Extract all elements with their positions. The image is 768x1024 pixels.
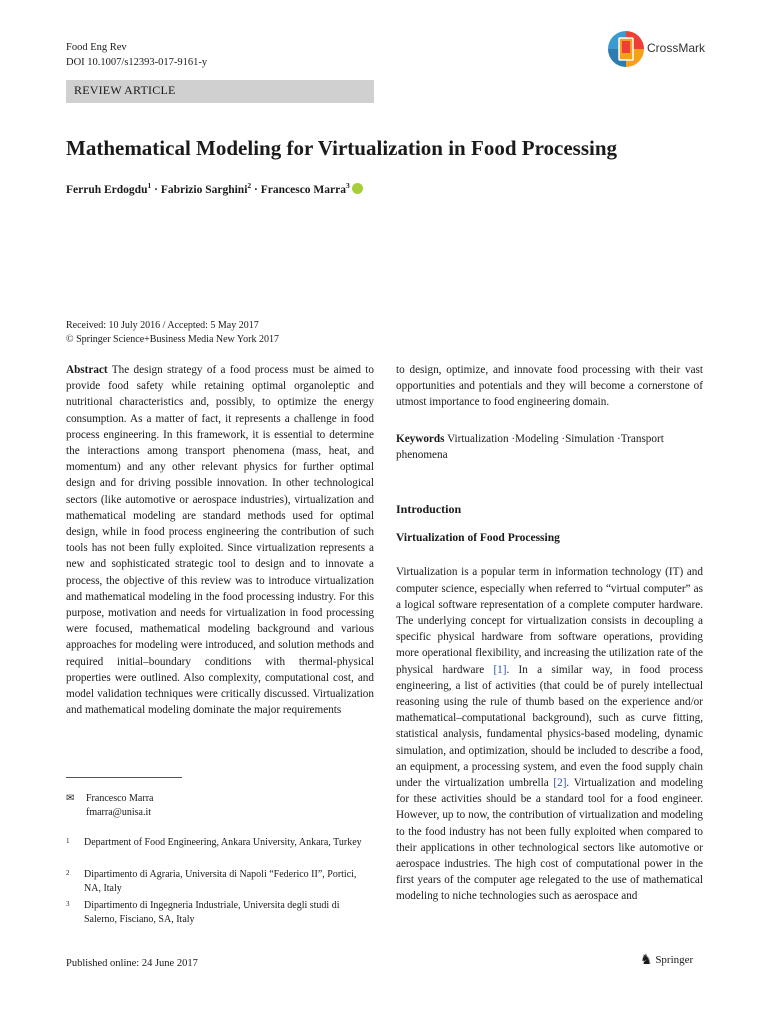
article-type-label: REVIEW ARTICLE xyxy=(74,83,176,97)
keywords-label: Keywords xyxy=(396,432,445,445)
subsection-heading: Virtualization of Food Processing xyxy=(396,532,560,545)
affiliation-item xyxy=(66,836,366,866)
journal-name: Food Eng Rev xyxy=(66,42,127,53)
citation-link[interactable]: [1] xyxy=(493,663,507,676)
footnote-divider xyxy=(66,777,182,778)
author-separator: · xyxy=(251,183,261,196)
article-dates xyxy=(66,319,279,347)
affiliation-number: 2 xyxy=(66,869,70,877)
author-separator: · xyxy=(151,183,161,196)
right-column xyxy=(396,362,703,905)
doi-link[interactable]: DOI 10.1007/s12393-017-9161-y xyxy=(66,57,208,68)
paper-title: Mathematical Modeling for Virtualization in Food Processing xyxy=(66,136,618,160)
envelope-icon: ✉ xyxy=(66,793,75,804)
correspondence-name: Francesco Marra xyxy=(86,793,154,804)
affiliation-text: Dipartimento di Agraria, Universita di Napoli “Federico II”, Portici, NA, Italy xyxy=(84,869,357,894)
abstract-paragraph xyxy=(66,362,374,718)
affiliation-number: 1 xyxy=(66,837,70,845)
introduction-paragraph xyxy=(396,564,703,904)
copyright-line: © Springer Science+Business Media New York 2017 xyxy=(66,334,279,345)
intro-text: Virtualization is a popular term in information technology (IT) and computer science, especially when referred to “virtual computer” as a logical software representation of a complete computer hardware. The underlying concept for virtualization consists in decoupling a specific physical hardware from software operations, providing more operational flexibility, and increasing the utilization rate of the physical hardware xyxy=(396,566,703,676)
citation-link[interactable]: [2] xyxy=(553,777,567,790)
springer-horse-icon: ♞ xyxy=(640,953,653,968)
author-name[interactable]: Fabrizio Sarghini xyxy=(160,183,248,196)
abstract-text: The design strategy of a food process must be aimed to provide food safety while retaining optimal organoleptic and nutritional characteristics and, possibly, to optimize the energy consumption. As a matter of fact, it represents a challenge in food process engineering. In this framework, it is essential to determine the interactions among transport phenomena (mass, heat, and momentum) and any other relevant physics for further optimal design and for driving possible innovation. In other technological sectors (like automotive or aerospace industries), virtualization and mathematical modeling are standard methods used for optimal design, while in food process engineering the contribution of such tools has not been fully exploited. Since virtualization represents a new and sophisticated strategic tool to design and to innovate a process, the objective of this review was to introduce virtualization and mathematical modeling in the food processing industry. For this purpose, motivation and needs for virtualization in food processing were focused, mathematical modeling background and various approaches for modeling were introduced, and solution methods and required initial–boundary conditions with thermal-physical properties were outlined. Also complexity, computational cost, and model validation techniques were critically discussed. Virtualization and mathematical modeling dominate the major requirements xyxy=(66,364,374,717)
affiliation-number: 3 xyxy=(66,900,70,908)
received-accepted: Received: 10 July 2016 / Accepted: 5 May 2017 xyxy=(66,320,259,331)
section-heading-introduction: Introduction xyxy=(396,502,462,517)
intro-text: . Virtualization and modeling for these activities should be a standard tool for a food engineer. However, up to now, the contribution of virtualization and modeling to the food industry has not been fully exploited when compared to their applications in other technological sectors like automotive or aerospace industries. The high cost of computational power in the first years of the computer age relegated to the use of mathematical modeling to niche technologies such as aerospace and xyxy=(396,777,703,903)
keywords-paragraph xyxy=(396,431,703,463)
article-type-bar xyxy=(66,80,374,103)
affiliation-text: Dipartimento di Ingegneria Industriale, Universita degli studi di Salerno, Fisciano, SA, Italy xyxy=(84,900,340,925)
published-date: Published online: 24 June 2017 xyxy=(66,958,198,969)
keywords-text: Virtualization ·Modeling ·Simulation ·Transport phenomena xyxy=(396,432,664,461)
crossmark-badge[interactable] xyxy=(607,30,712,68)
author-list xyxy=(66,181,363,196)
crossmark-label: CrossMark xyxy=(647,41,706,55)
abstract-continuation: to design, optimize, and innovate food processing with their vast opportunities and potentials and they will become a cornerstone of utmost importance to food engineering domain. xyxy=(396,364,703,409)
publisher-logo xyxy=(640,952,693,969)
publisher-name: Springer xyxy=(655,954,694,966)
author-affil-mark: 2 xyxy=(247,181,252,190)
crossmark-icon xyxy=(607,30,645,68)
affiliation-item xyxy=(66,899,366,929)
author-name[interactable]: Ferruh Erdogdu xyxy=(66,183,148,196)
journal-header xyxy=(66,40,207,70)
abstract-label: Abstract xyxy=(66,364,108,376)
left-column xyxy=(66,362,374,718)
affiliation-item xyxy=(66,868,366,898)
author-affil-mark: 3 xyxy=(346,181,350,190)
orcid-icon[interactable] xyxy=(352,183,363,194)
intro-text: . In a similar way, in food process engineering, a list of activities (that could be of purely intellectual reasoning using the rule of thumb based on the experience and/or mathematical–computational background), such as curve fitting, statistical analysis, fundamental physics-based modeling, dynamic simulation, and optimization, should be included to describe a food, an equipment, a processing system, and even the food supply chain under the virtualization umbrella xyxy=(396,663,703,790)
author-name[interactable]: Francesco Marra xyxy=(260,183,346,196)
affiliation-text: Department of Food Engineering, Ankara University, Ankara, Turkey xyxy=(84,837,362,848)
correspondence-block xyxy=(66,792,366,820)
correspondence-email[interactable]: fmarra@unisa.it xyxy=(86,807,152,818)
author-affil-mark: 1 xyxy=(147,181,152,190)
